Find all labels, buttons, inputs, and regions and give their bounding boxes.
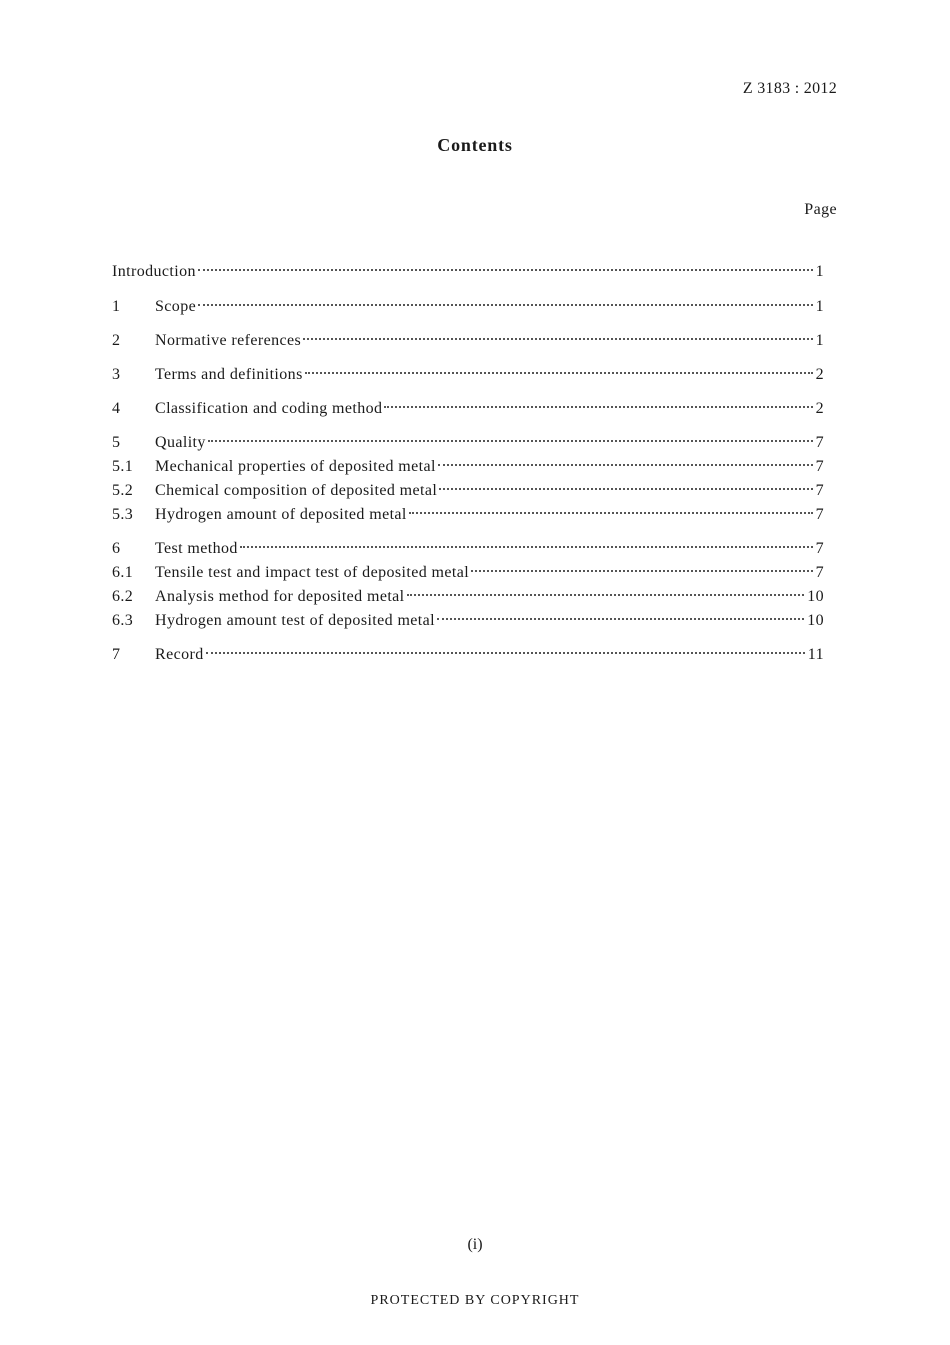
- dot-leader: [305, 372, 813, 374]
- toc-entry-title: Terms and definitions: [155, 366, 303, 383]
- toc-entry-number: 6: [112, 540, 121, 557]
- toc-entry[interactable]: [112, 646, 824, 668]
- page-column-label: Page: [804, 201, 837, 218]
- toc-entry-page: 7: [815, 540, 824, 557]
- toc-entry-page: 1: [815, 263, 824, 280]
- toc-entry[interactable]: [112, 458, 824, 480]
- document-id: Z 3183 : 2012: [742, 80, 837, 97]
- toc-entry-page: 2: [815, 400, 824, 417]
- toc-entry-page: 11: [807, 646, 824, 663]
- contents-heading: Contents: [437, 135, 513, 155]
- toc-entry-number: 6.1: [112, 564, 134, 581]
- toc-entry-title: Test method: [155, 540, 238, 557]
- dot-leader: [439, 488, 812, 490]
- toc-entry-number: 6.2: [112, 588, 134, 605]
- page-folio: (i): [467, 1236, 483, 1253]
- toc-entry-title: Introduction: [112, 263, 196, 280]
- toc-entry-number: 5.1: [112, 458, 134, 475]
- dot-leader: [384, 406, 812, 408]
- toc-entry-title: Scope: [155, 298, 197, 315]
- dot-leader: [409, 512, 813, 514]
- toc-entry[interactable]: [112, 482, 824, 504]
- toc-entry-title: Classification and coding method: [155, 400, 383, 417]
- dot-leader: [303, 338, 812, 340]
- toc-entry-title: Analysis method for deposited metal: [155, 588, 405, 605]
- toc-entry[interactable]: [112, 506, 824, 528]
- dot-leader: [206, 652, 805, 654]
- toc-entry-title: Chemical composition of deposited metal: [155, 482, 438, 499]
- toc-entry-title: Tensile test and impact test of deposited metal: [155, 564, 470, 581]
- toc-entry-number: 1: [112, 298, 121, 315]
- toc-entry-page: 7: [815, 506, 824, 523]
- toc-entry-title: Normative references: [155, 332, 302, 349]
- toc-entry-page: 1: [815, 332, 824, 349]
- toc-entry[interactable]: [112, 612, 824, 634]
- toc-entry-page: 10: [807, 588, 824, 605]
- toc-entry-number: 6.3: [112, 612, 134, 629]
- toc-entry-page: 1: [815, 298, 824, 315]
- toc-entry[interactable]: [112, 263, 824, 285]
- dot-leader: [208, 440, 813, 442]
- toc-entry[interactable]: [112, 400, 824, 422]
- toc-entry-number: 5.3: [112, 506, 134, 523]
- toc-entry-page: 10: [807, 612, 824, 629]
- toc-entry-title: Hydrogen amount test of deposited metal: [155, 612, 435, 629]
- toc-entry[interactable]: [112, 540, 824, 562]
- toc-entry-page: 7: [815, 434, 824, 451]
- dot-leader: [471, 570, 813, 572]
- copyright-notice: PROTECTED BY COPYRIGHT: [370, 1293, 580, 1308]
- dot-leader: [438, 464, 813, 466]
- toc-entry-title: Mechanical properties of deposited metal: [155, 458, 436, 475]
- toc-entry[interactable]: [112, 366, 824, 388]
- toc-entry-title: Hydrogen amount of deposited metal: [155, 506, 407, 523]
- toc-entry-number: 5.2: [112, 482, 134, 499]
- dot-leader: [407, 594, 805, 596]
- toc-entry-number: 4: [112, 400, 121, 417]
- toc-entry-number: 5: [112, 434, 121, 451]
- toc-entry[interactable]: [112, 434, 824, 456]
- toc-entry-number: 3: [112, 366, 121, 383]
- toc-entry[interactable]: [112, 564, 824, 586]
- toc-entry[interactable]: [112, 588, 824, 610]
- toc-entry[interactable]: [112, 298, 824, 320]
- toc-entry-page: 7: [815, 458, 824, 475]
- toc-entry-page: 2: [815, 366, 824, 383]
- toc-entry-number: 7: [112, 646, 121, 663]
- dot-leader: [437, 618, 804, 620]
- toc-entry-page: 7: [815, 482, 824, 499]
- dot-leader: [240, 546, 813, 548]
- toc-entry-page: 7: [815, 564, 824, 581]
- toc-entry-title: Quality: [155, 434, 206, 451]
- dot-leader: [198, 304, 812, 306]
- toc-entry-title: Record: [155, 646, 204, 663]
- toc-entry[interactable]: [112, 332, 824, 354]
- toc-entry-number: 2: [112, 332, 121, 349]
- dot-leader: [198, 269, 813, 271]
